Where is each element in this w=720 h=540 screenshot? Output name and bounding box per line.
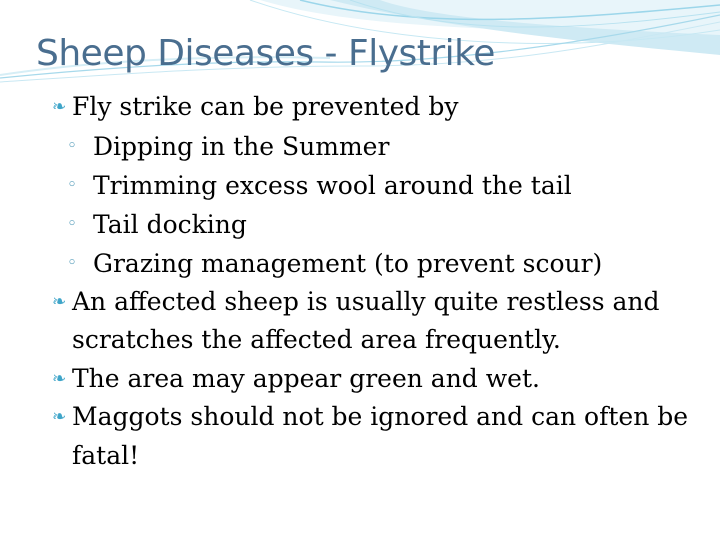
ring-bullet-icon: ◦ [67, 252, 78, 273]
bullet-maggots [52, 398, 692, 475]
subbullet-text: Grazing management (to prevent scour) [93, 248, 603, 278]
bullet-text: The area may appear green and wet. [72, 363, 540, 393]
subbullet-grazing [52, 244, 692, 283]
ring-bullet-icon: ◦ [67, 213, 78, 234]
bullet-symptoms [52, 283, 692, 360]
subbullet-text: Tail docking [93, 209, 247, 239]
subbullet-text: Dipping in the Summer [93, 131, 390, 161]
ring-bullet-icon: ◦ [67, 174, 78, 195]
curly-bullet-icon: ❧ [52, 97, 67, 117]
bullet-text: An affected sheep is usually quite restless and scratches the affected area frequently. [72, 286, 660, 354]
curly-bullet-icon: ❧ [52, 291, 67, 312]
bullet-list [52, 88, 692, 475]
curly-bullet-icon: ❧ [52, 407, 67, 427]
bullet-appearance [52, 360, 692, 399]
subbullet-trimming [52, 166, 692, 205]
bullet-text: Maggots should not be ignored and can often be fatal! [72, 402, 689, 470]
subbullet-text: Trimming excess wool around the tail [93, 170, 572, 200]
subbullet-tail-docking [52, 205, 692, 244]
bullet-text: Fly strike can be prevented by [72, 92, 459, 121]
ring-bullet-icon: ◦ [67, 135, 78, 156]
subbullet-dipping [52, 127, 692, 166]
slide-title: Sheep Diseases - Flystrike [36, 33, 495, 74]
curly-bullet-icon: ❧ [52, 368, 67, 389]
bullet-prevention [52, 88, 692, 127]
